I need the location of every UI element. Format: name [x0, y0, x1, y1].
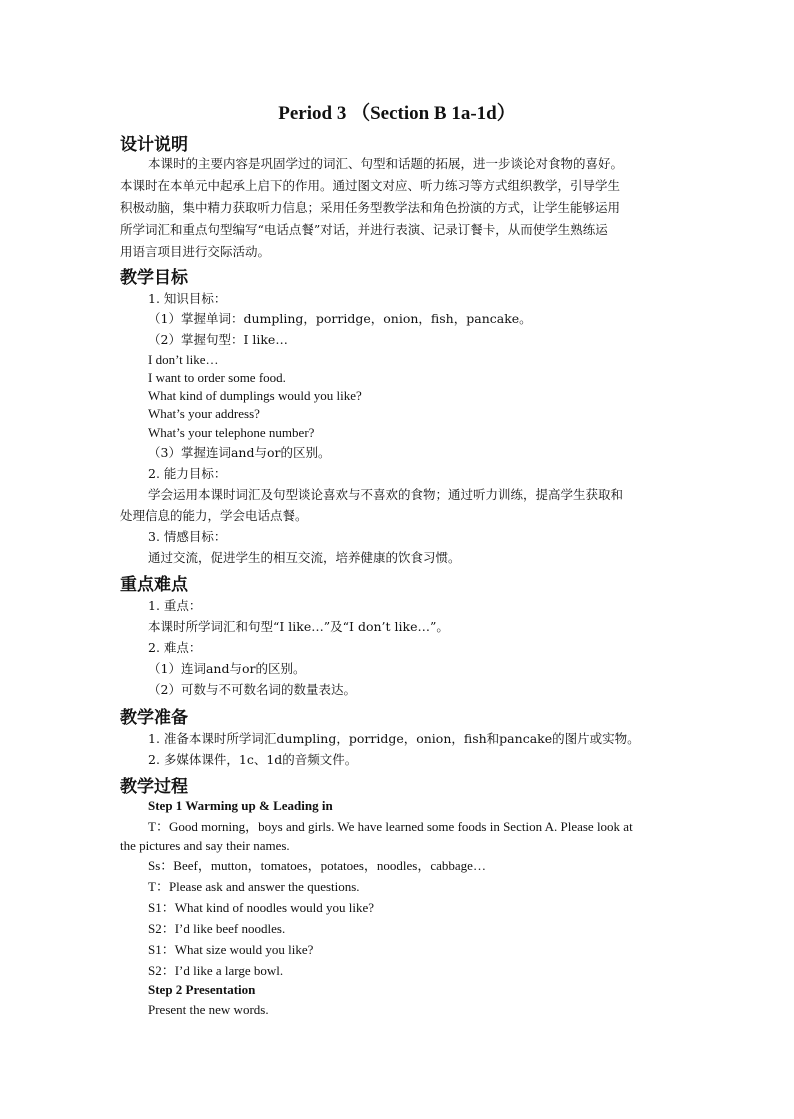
sentence-pattern: I don’t like…	[148, 352, 219, 367]
dialogue-line: Ss：Beef，mutton，tomatoes，potatoes，noodles，cabbage…	[148, 858, 486, 873]
list-item: 2. 能力目标：	[148, 466, 227, 481]
sentence-pattern: I want to order some food.	[148, 370, 286, 385]
list-item: （3）掌握连词and与or的区别。	[148, 445, 331, 460]
dialogue-line: the pictures and say their names.	[120, 838, 290, 853]
list-item: 1. 重点：	[148, 598, 202, 613]
dialogue-line: S2：I’d like beef noodles.	[148, 921, 286, 936]
list-item: 1. 知识目标：	[148, 291, 227, 306]
step-heading: Step 1 Warming up & Leading in	[148, 798, 333, 813]
paragraph-line: 本课时所学词汇和句型“I like…”及“I don’t like…”。	[148, 619, 449, 634]
sentence-pattern: What kind of dumplings would you like?	[148, 388, 362, 403]
list-item: （1）连词and与or的区别。	[148, 661, 306, 676]
dialogue-line: S1：What size would you like?	[148, 942, 314, 957]
paragraph-line: 处理信息的能力，学会电话点餐。	[120, 508, 308, 523]
sentence-pattern: What’s your telephone number?	[148, 425, 315, 440]
list-item: 2. 难点：	[148, 640, 202, 655]
list-item: 1. 准备本课时所学词汇dumpling，porridge，onion，fish和pancake的图片或实物。	[148, 731, 640, 746]
dialogue-line: S1：What kind of noodles would you like?	[148, 900, 375, 915]
paragraph-line: 本课时的主要内容是巩固学过的词汇、句型和话题的拓展，进一步谈论对食物的喜好。	[148, 156, 624, 171]
list-item: 3. 情感目标：	[148, 529, 227, 544]
heading-goals: 教学目标	[120, 268, 188, 288]
list-item: （2）可数与不可数名词的数量表达。	[148, 682, 356, 697]
step-heading: Step 2 Presentation	[148, 982, 256, 997]
page-title: Period 3 （Section B 1a-1d）	[278, 103, 516, 124]
paragraph-line: 学会运用本课时词汇及句型谈论喜欢与不喜欢的食物；通过听力训练，提高学生获取和	[148, 487, 624, 502]
paragraph-line: 用语言项目进行交际活动。	[120, 244, 271, 259]
list-item: （1）掌握单词：dumpling，porridge，onion，fish，pancake。	[148, 311, 532, 326]
paragraph-line: 通过交流，促进学生的相互交流，培养健康的饮食习惯。	[148, 550, 461, 565]
paragraph-line: 本课时在本单元中起承上启下的作用。通过图文对应、听力练习等方式组织教学，引导学生	[120, 178, 621, 193]
heading-process: 教学过程	[120, 777, 188, 797]
dialogue-line: T：Good morning，boys and girls. We have learned some foods in Section A. Please look at	[148, 819, 633, 834]
heading-preparation: 教学准备	[120, 708, 188, 728]
paragraph-line: 所学词汇和重点句型编写“电话点餐”对话，并进行表演、记录订餐卡，从而使学生熟练运	[120, 222, 608, 237]
dialogue-line: S2：I’d like a large bowl.	[148, 963, 284, 978]
paragraph-line: 积极动脑，集中精力获取听力信息；采用任务型教学法和角色扮演的方式，让学生能够运用	[120, 200, 621, 215]
sentence-pattern: What’s your address?	[148, 406, 260, 421]
heading-design: 设计说明	[120, 135, 188, 155]
heading-key-points: 重点难点	[120, 575, 188, 595]
list-item: （2）掌握句型：I like…	[148, 332, 288, 347]
dialogue-line: T：Please ask and answer the questions.	[148, 879, 360, 894]
list-item: 2. 多媒体课件，1c、1d的音频文件。	[148, 752, 358, 767]
dialogue-line: Present the new words.	[148, 1002, 269, 1017]
